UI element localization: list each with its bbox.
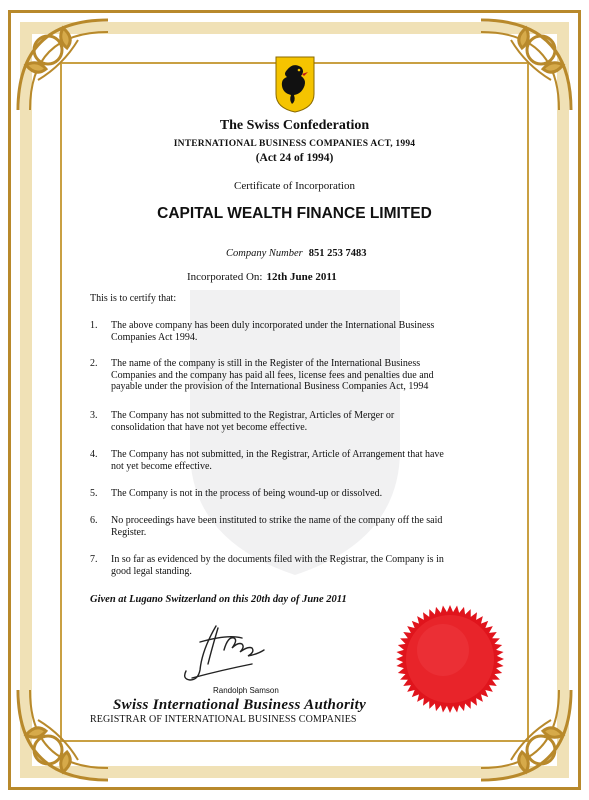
incorporation-date-row [187,271,337,283]
clause-line: No proceedings have been instituted to strike the name of the company off the said [111,515,443,526]
clause-line: payable under the provision of the International Business Companies Act, 1994 [111,381,429,392]
clause-number: 6. [90,515,98,526]
signature-mark [178,620,278,684]
clause-line: The above company has been duly incorporated under the International Business [111,320,435,331]
clause-line: good legal standing. [111,565,192,577]
clause-line: In so far as evidenced by the documents filed with the Registrar, the Company is in [111,554,444,565]
signatory-name: Randolph Samson [213,686,279,695]
company-number-value: 851 253 7483 [308,248,367,259]
clause-line: The Company has not submitted to the Registrar, Articles of Merger or [111,410,395,421]
clause-number: 1. [90,320,98,331]
corner-ornament-top-left [8,10,118,120]
corner-ornament-top-right [471,10,581,120]
company-number-label: Company Number [226,248,303,259]
clause-line: not yet become effective. [111,460,212,472]
clause-line: The Company is not in the process of being wound-up or dissolved. [111,488,383,499]
given-at-line: Given at Lugano Switzerland on this 20th day of June 2011 [90,594,347,605]
document-title: The Swiss Confederation [219,118,370,133]
certify-intro: This is to certify that: [90,293,177,304]
company-name: CAPITAL WEALTH FINANCE LIMITED [157,205,432,222]
clause-line: Register. [111,526,147,538]
company-number-row [226,248,366,259]
clause-line: Companies Act 1994. [111,331,198,343]
clause-number: 3. [90,410,98,421]
registrar-title: REGISTRAR OF INTERNATIONAL BUSINESS COMPANIES [90,714,357,725]
issuing-authority: Swiss International Business Authority [113,697,367,713]
clause-line: Companies and the company has paid all fees, license fees and penalties due and [111,369,434,381]
clause-line: The name of the company is still in the Register of the International Business [111,358,421,369]
coat-of-arms-icon [275,56,315,113]
clause-number: 5. [90,488,98,499]
clause-line: The Company has not submitted, in the Registrar, Article of Arrangement that have [111,449,444,460]
clause-number: 2. [90,358,98,369]
clause-number: 7. [90,554,98,565]
incorporation-date-label: Incorporated On: [187,271,263,283]
act-number: (Act 24 of 1994) [255,152,334,164]
incorporation-date-value: 12th June 2011 [266,271,337,283]
wax-seal-icon [395,604,505,714]
clause-number: 4. [90,449,98,460]
act-name: INTERNATIONAL BUSINESS COMPANIES ACT, 1994 [173,139,416,149]
certificate-type: Certificate of Incorporation [234,180,355,192]
clause-line: consolidation that have not yet become effective. [111,421,308,433]
corner-ornament-bottom-left [8,680,118,790]
